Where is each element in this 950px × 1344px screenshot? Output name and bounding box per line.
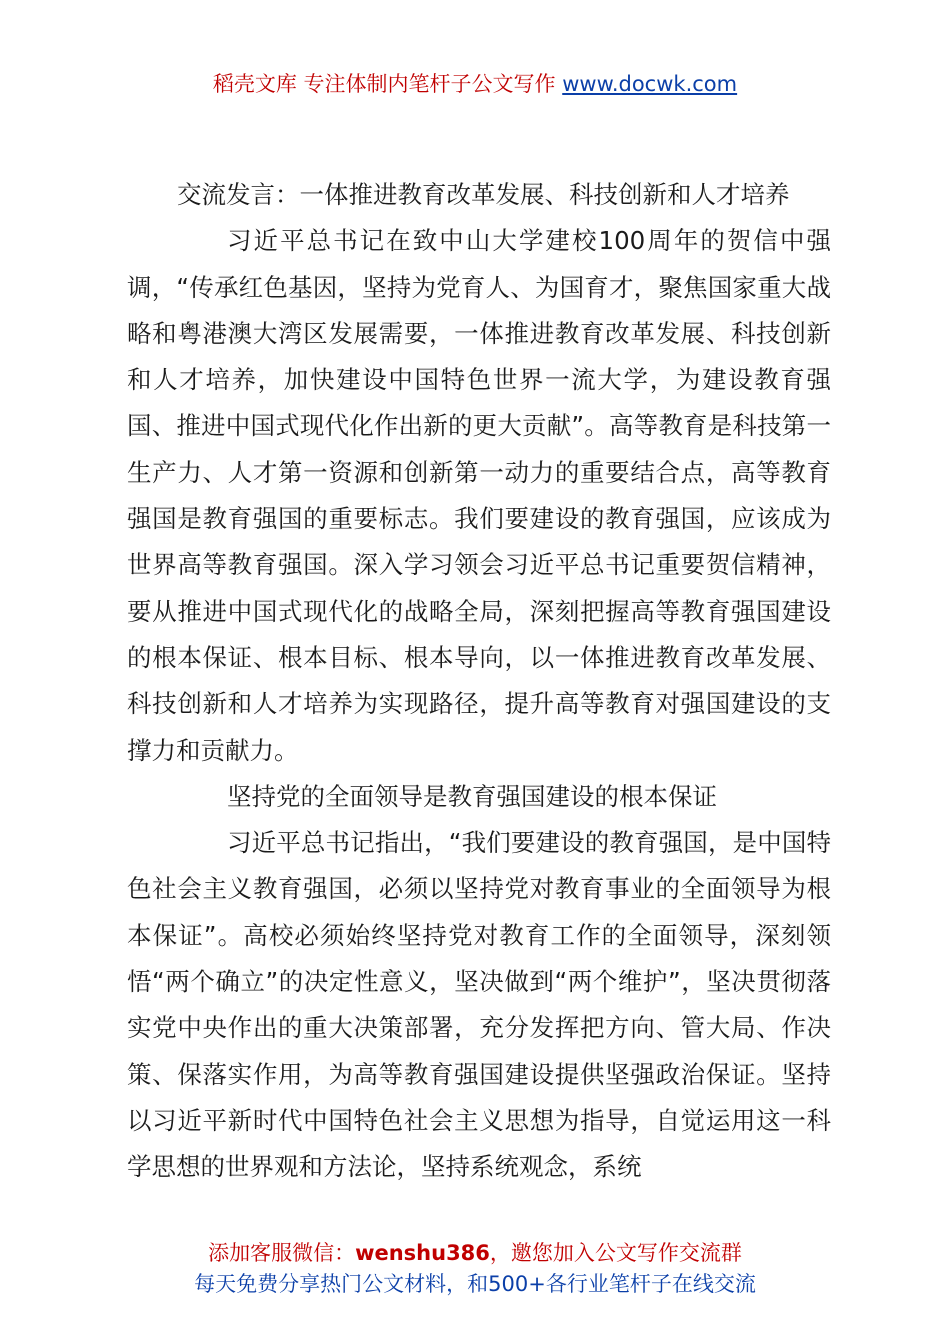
header-link[interactable]: www.docwk.com xyxy=(562,72,738,96)
footer-contact-line xyxy=(0,1238,950,1269)
page-footer xyxy=(0,1238,950,1300)
document-title: 交流发言：一体推进教育改革发展、科技创新和人才培养 xyxy=(177,180,790,209)
footer-contact-suffix: ，邀您加入公文写作交流群 xyxy=(489,1241,742,1265)
paragraph-2: 习近平总书记指出，“我们要建设的教育强国，是中国特色社会主义教育强国，必须以坚持党对教育事业的全面领导为根本保证”。高校必须始终坚持党对教育工作的全面领导，深刻领悟“两个确立”的决定性意义，坚决做到“两个维护”，坚决贯彻落实党中央作出的重大决策部署，充分发挥把方向、管大局、作决策、保落实作用，为高等教育强国建设提供坚强政治保证。坚持以习近平新时代中国特色社会主义思想为指导，自觉运用这一科学思想的世界观和方法论，坚持系统观念，系统 xyxy=(127,828,831,1182)
header-text: 稻壳文库 专注体制内笔杆子公文写作 xyxy=(212,72,563,96)
footer-promo-line: 每天免费分享热门公文材料，和500+各行业笔杆子在线交流 xyxy=(194,1272,756,1296)
document-body xyxy=(127,172,831,1191)
footer-wechat-id: wenshu386 xyxy=(355,1241,490,1265)
paragraph-1: 习近平总书记在致中山大学建校100周年的贺信中强调，“传承红色基因，坚持为党育人、为国育才，聚焦国家重大战略和粤港澳大湾区发展需要，一体推进教育改革发展、科技创新和人才培养，加快建设中国特色世界一流大学，为建设教育强国、推进中国式现代化作出新的更大贡献”。高等教育是科技第一生产力、人才第一资源和创新第一动力的重要结合点，高等教育强国是教育强国的重要标志。我们要建设的教育强国，应该成为世界高等教育强国。深入学习领会习近平总书记重要贺信精神，要从推进中国式现代化的战略全局，深刻把握高等教育强国建设的根本保证、根本目标、根本导向，以一体推进教育改革发展、科技创新和人才培养为实现路径，提升高等教育对强国建设的支撑力和贡献力。 xyxy=(127,226,831,765)
section-subheading: 坚持党的全面领导是教育强国建设的根本保证 xyxy=(227,781,717,811)
footer-contact-prefix: 添加客服微信： xyxy=(208,1241,356,1265)
page-header xyxy=(0,68,950,100)
